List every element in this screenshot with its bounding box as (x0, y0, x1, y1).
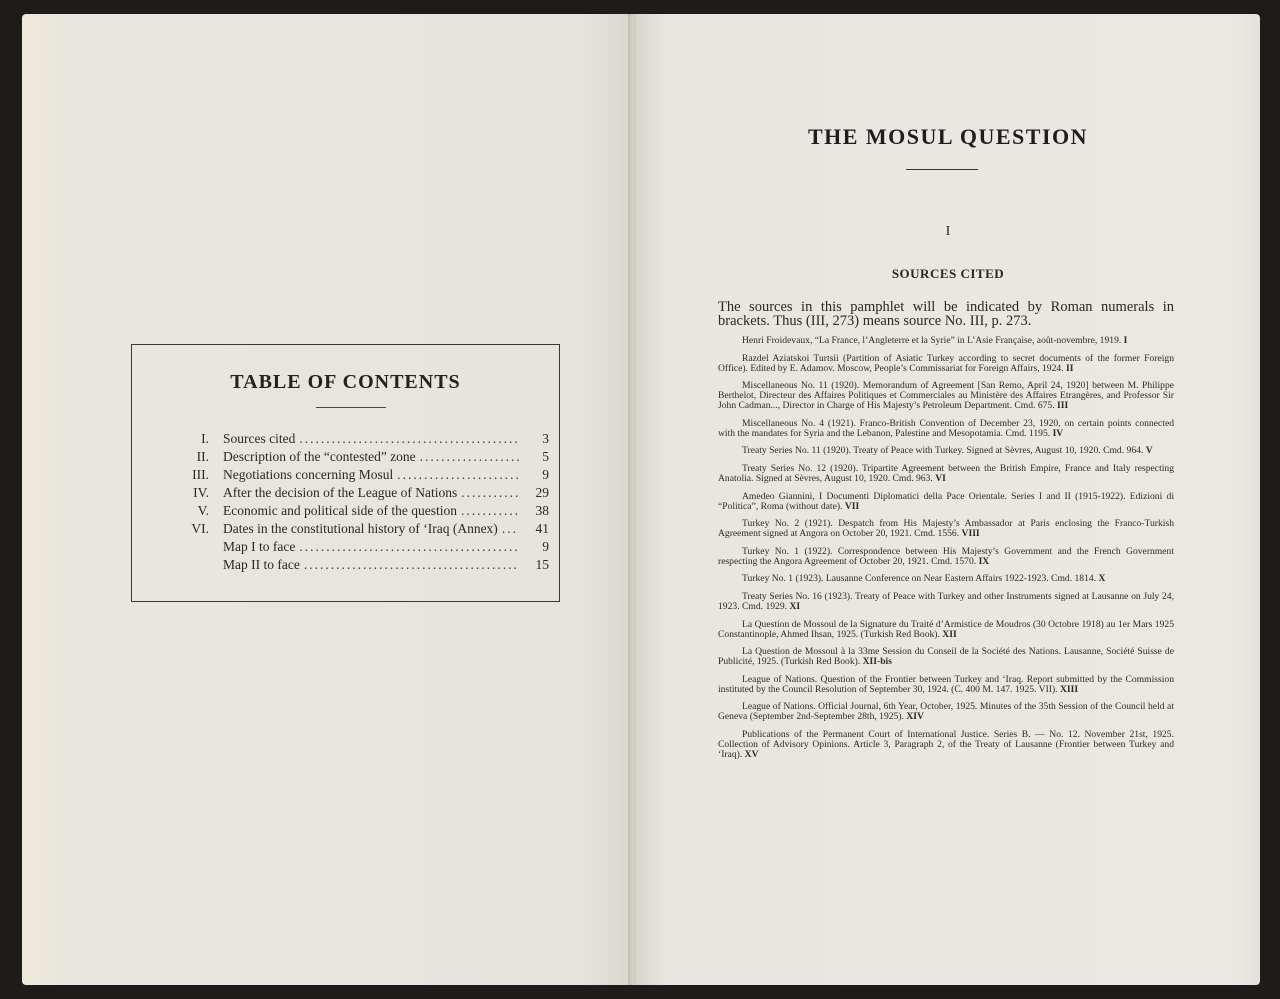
toc-entry-label: Economic and political side of the question (223, 503, 457, 518)
toc-dot-leader (393, 466, 519, 484)
source-ref-numeral: VII (844, 500, 860, 512)
toc-entry-page: 38 (535, 503, 549, 518)
source-ref-numeral: XII (942, 628, 957, 640)
source-entry (718, 419, 1174, 439)
source-ref-numeral: I (1123, 335, 1128, 346)
toc-entry-number: II. (196, 449, 209, 464)
source-text: La Question de Mossoul à la 33me Session du Conseil de la Société des Nations. Lausanne, Société Suisse de Publicité, 1925. (Turkish Red Book). (718, 646, 1174, 668)
toc-entry-page: 3 (542, 431, 549, 446)
toc-entry-number: V. (197, 503, 209, 518)
section-title: SOURCES CITED (891, 266, 1005, 281)
toc-entry-label: After the decision of the League of Nations (223, 485, 458, 500)
toc-dot-leader (498, 520, 519, 538)
toc-dot-leader (295, 538, 519, 556)
source-ref-numeral: XIV (906, 711, 924, 723)
toc-entry-label: Description of the “contested” zone (223, 449, 416, 464)
toc-dot-leader (416, 448, 519, 466)
source-entry (718, 381, 1174, 411)
source-text: Turkey No. 2 (1921). Despatch from His Majesty’s Ambassador at Paris enclosing the Franco-Turkish Agreement signed at Angora on October 20, 1921. Cmd. 1556. (718, 518, 1174, 540)
toc-entry-page: 29 (535, 485, 549, 500)
toc-entry-number: III. (192, 467, 209, 482)
toc-entry-label: Map II to face (223, 557, 300, 572)
toc-dot-leader (300, 556, 519, 574)
toc-entry-page: 15 (535, 557, 549, 572)
source-ref-numeral: XV (744, 748, 759, 760)
toc-entry-page: 41 (535, 521, 549, 536)
chapter-numeral: I (945, 224, 951, 239)
source-ref-numeral: II (1066, 362, 1074, 374)
source-text: Miscellaneous No. 11 (1920). Memorandum of Agreement [San Remo, April 24, 1920] between M. Philippe Berthelot, Directeur des Affaires Politiques et Commerciales au Ministère des Affaires Etrangères, and Professor Sir John Cadman..., Director in Charge of His Majesty’s Petroleum Department. Cmd. 675. (718, 380, 1174, 412)
source-entry (718, 464, 1174, 484)
source-ref-numeral: V (1145, 445, 1153, 457)
toc-entry (162, 556, 549, 574)
source-entry (718, 492, 1174, 512)
source-entry (718, 620, 1174, 640)
source-ref-numeral: XI (789, 600, 801, 612)
toc-entry-number: I. (201, 431, 209, 446)
toc-dot-leader (295, 430, 519, 448)
toc-entry (162, 520, 549, 538)
source-entry (718, 336, 1174, 346)
source-ref-numeral: IX (978, 555, 990, 567)
toc-title: TABLE OF CONTENTS (230, 371, 461, 393)
source-text: Razdel Aziatskoi Turtsii (Partition of Asiatic Turkey according to secret documents of the former Foreign Office). Edited by E. Adamov. Moscow, People’s Commissariat for Foreign Affairs, 1924. (718, 352, 1174, 374)
source-ref-numeral: XIII (1059, 683, 1079, 695)
source-text: Treaty Series No. 16 (1923). Treaty of Peace with Turkey and other Instruments signed at Lausanne on July 24, 1923. Cmd. 1929. (718, 590, 1174, 612)
toc-entry-page: 9 (542, 467, 549, 482)
source-text: Turkey No. 1 (1922). Correspondence between His Majesty’s Government and the French Government respecting the Angora Agreement of October 20, 1921. Cmd. 1570. (718, 545, 1174, 567)
toc-entry (162, 538, 549, 556)
source-entry (718, 730, 1174, 760)
toc-entry (162, 448, 549, 466)
intro-paragraph: The sources in this pamphlet will be indicated by Roman numerals in brackets. Thus (III, 273) means source No. III, p. 273. (718, 299, 1174, 329)
toc-entry-label: Negotiations concerning Mosul (223, 467, 394, 482)
source-text: Treaty Series No. 11 (1920). Treaty of Peace with Turkey. Signed at Sèvres, August 10, 1920. Cmd. 964. (742, 445, 1146, 457)
toc-entry-page: 5 (542, 449, 549, 464)
toc-entry-label: Dates in the constitutional history of ‘Iraq (Annex) (223, 521, 498, 536)
source-entry (718, 446, 1174, 456)
source-text: League of Nations. Official Journal, 6th Year, October, 1925. Minutes of the 35th Session of the Council held at Geneva (September 2nd-September 28th, 1925). (718, 701, 1174, 723)
source-entry (718, 702, 1174, 722)
source-text: Miscellaneous No. 4 (1921). Franco-British Convention of December 23, 1920, on certain points connected with the mandates for Syria and the Lebanon, Palestine and Mesopotamia. Cmd. 1195. (718, 417, 1174, 439)
source-entry (718, 675, 1174, 695)
source-ref-numeral: XII-bis (862, 656, 892, 668)
source-ref-numeral: VIII (961, 528, 980, 540)
toc-entry-label: Map I to face (223, 539, 296, 554)
source-text: Turkey No. 1 (1923). Lausanne Conference on Near Eastern Affairs 1922-1923. Cmd. 1814. (742, 573, 1099, 585)
toc-entry-page: 9 (542, 539, 549, 554)
toc-entry-number: VI. (191, 521, 209, 536)
source-text: Henri Froidevaux, “La France, l’Angleterre et la Syrie” in L’Asie Française, août-novembre, 1919. (742, 335, 1124, 346)
toc-entry (162, 430, 549, 448)
source-text: League of Nations. Question of the Frontier between Turkey and ‘Iraq. Report submitted by the Commission instituted by the Council Resolution of September 30, 1924. (C. 400 M. 147. 1925. VII). (718, 673, 1174, 695)
page-title: THE MOSUL QUESTION (807, 124, 1089, 149)
toc-entry (162, 502, 549, 520)
source-text: Treaty Series No. 12 (1920). Tripartite Agreement between the British Empire, France and Italy respecting Anatolia. Signed at Sèvres, August 10, 1920. Cmd. 963. (718, 462, 1174, 484)
source-entry (718, 354, 1174, 374)
source-text: La Question de Mossoul de la Signature du Traité d’Armistice de Moudros (30 Octobre 1918) au 1er Mars 1925 Constantinople, Ahmed Ihsan, 1925. (Turkish Red Book). (718, 618, 1174, 640)
sources-list (718, 336, 1174, 768)
source-entry (718, 547, 1174, 567)
toc-entry-label: Sources cited (223, 431, 296, 446)
source-entry (718, 574, 1174, 584)
source-ref-numeral: IV (1052, 427, 1064, 439)
source-entry (718, 592, 1174, 612)
source-entry (718, 519, 1174, 539)
toc-entry (162, 466, 549, 484)
table-of-contents-box (131, 344, 560, 602)
source-ref-numeral: VI (935, 472, 946, 484)
toc-list (162, 430, 549, 574)
toc-dot-leader (457, 484, 519, 502)
title-divider (906, 169, 978, 170)
source-text: Amedeo Giannini, I Documenti Diplomatici della Pace Orientale. Series I and II (1915-1922). Edizioni di “Politica”, Roma (without date). (718, 490, 1174, 512)
source-text: Publications of the Permanent Court of International Justice. Series B. — No. 12. November 21st, 1925. Collection of Advisory Opinions. Article 3, Paragraph 2, of the Treaty of Lausanne (Frontier between Turkey and ‘Iraq). (718, 728, 1174, 760)
toc-entry (162, 484, 549, 502)
source-ref-numeral: III (1057, 400, 1069, 412)
toc-divider (316, 407, 386, 408)
toc-dot-leader (457, 502, 519, 520)
source-ref-numeral: X (1098, 573, 1106, 585)
toc-entry-number: IV. (193, 485, 209, 500)
source-entry (718, 647, 1174, 667)
